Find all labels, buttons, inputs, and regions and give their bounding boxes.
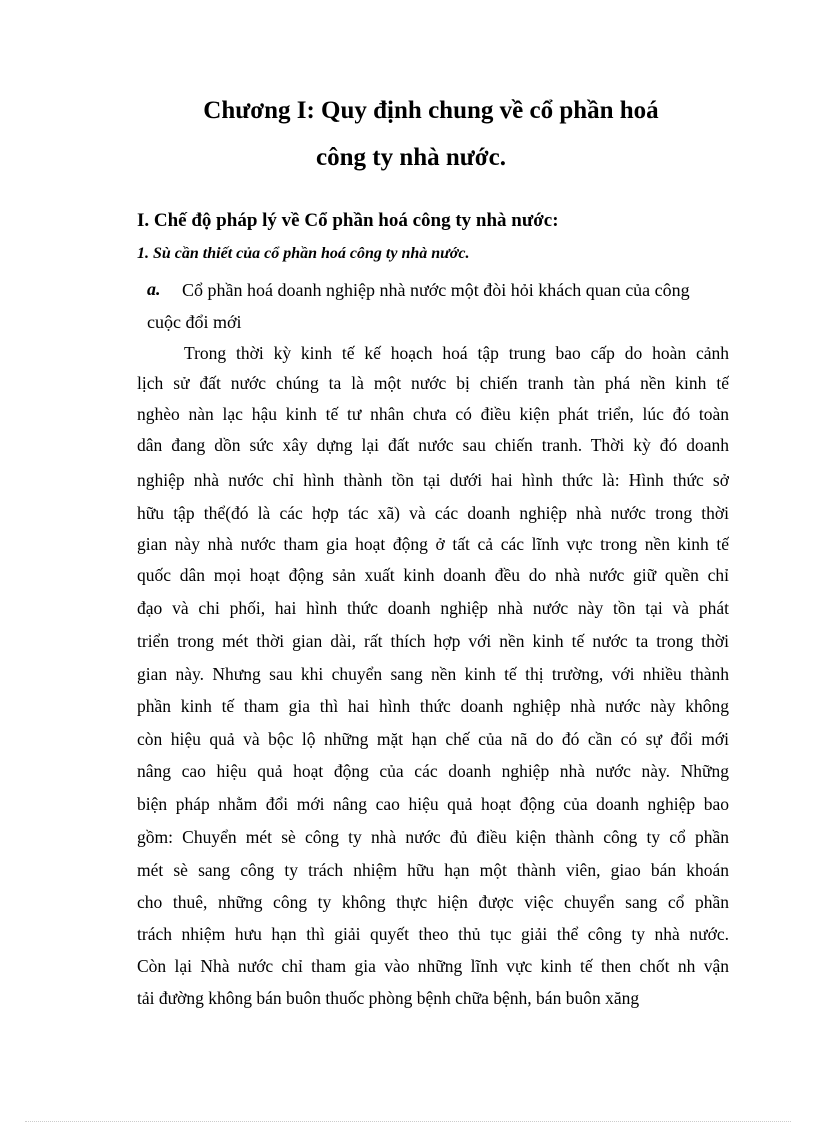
paragraph-line: hữu tập thể(đó là các hợp tác xã) và các doanh nghiệp nhà nước trong thời — [137, 505, 729, 523]
sub-heading: 1. Sù cần thiết của cổ phần hoá công ty nhà nước. — [137, 245, 470, 262]
paragraph-line: nghèo nàn lạc hậu kinh tế tư nhân chưa có điều kiện phát triển, lúc đó toàn — [137, 406, 729, 424]
paragraph-line: gian này nhà nước tham gia hoạt động ở tất cả các lĩnh vực trong nền kinh tế — [137, 536, 729, 554]
list-item-marker: a. — [147, 279, 161, 299]
paragraph-line: Trong thời kỳ kinh tế kế hoạch hoá tập trung bao cấp do hoàn cảnh — [184, 345, 729, 363]
paragraph-line: gian này. Nhưng sau khi chuyển sang nền kinh tế thị trường, với nhiều thành — [137, 666, 729, 684]
paragraph-line: phần kinh tế tham gia thì hai hình thức doanh nghiệp nhà nước này không — [137, 698, 729, 716]
paragraph-line: tải đường không bán buôn thuốc phòng bệnh chữa bệnh, bán buôn xăng — [137, 990, 640, 1008]
list-item-text-line-1: Cổ phần hoá doanh nghiệp nhà nước một đòi hỏi khách quan của công — [182, 280, 690, 300]
paragraph-line: còn hiệu quả và bộc lộ những mặt hạn chế của nã do đó cần có sự đổi mới — [137, 731, 729, 749]
chapter-title-line-1: Chương I: Quy định chung về cổ phần hoá — [203, 97, 659, 124]
paragraph-line: trách nhiệm hưu hạn thì giải quyết theo thủ tục giải thể công ty nhà nước. — [137, 926, 729, 944]
paragraph-line: triển trong mét thời gian dài, rất thích hợp với nền kinh tế nước ta trong thời — [137, 633, 729, 651]
paragraph-line: nghiệp nhà nước chỉ hình thành tồn tại dưới hai hình thức là: Hình thức sở — [137, 472, 729, 490]
list-item-text-line-2: cuộc đổi mới — [147, 312, 242, 332]
paragraph-line: quốc dân mọi hoạt động sản xuất kinh doanh đều do nhà nước giữ quền chỉ — [137, 567, 729, 585]
chapter-title-line-2: công ty nhà nước. — [316, 144, 506, 171]
paragraph-line: Còn lại Nhà nước chỉ tham gia vào những lĩnh vực kinh tế then chốt nh vận — [137, 958, 729, 976]
paragraph-line: dân đang dồn sức xây dựng lại đất nước sau chiến tranh. Thời kỳ đó doanh — [137, 437, 729, 455]
page-bottom-divider — [25, 1121, 791, 1122]
paragraph-line: biện pháp nhằm đổi mới nâng cao hiệu quả hoạt động của doanh nghiệp bao — [137, 796, 729, 814]
paragraph-line: đạo và chi phối, hai hình thức doanh nghiệp nhà nước này tồn tại và phát — [137, 600, 729, 618]
paragraph-line: mét sè sang công ty trách nhiệm hữu hạn một thành viên, giao bán khoán — [137, 862, 729, 880]
section-heading: I. Chế độ pháp lý về Cổ phần hoá công ty nhà nước: — [137, 210, 559, 231]
paragraph-line: cho thuê, những công ty không thực hiện được việc chuyển sang cổ phần — [137, 894, 729, 912]
paragraph-line: nâng cao hiệu quả hoạt động của các doanh nghiệp nhà nước này. Những — [137, 763, 729, 781]
paragraph-line: gồm: Chuyển mét sè công ty nhà nước đủ điều kiện thành công ty cổ phần — [137, 829, 729, 847]
paragraph-line: lịch sử đất nước chúng ta là một nước bị chiến tranh tàn phá nền kinh tế — [137, 375, 729, 393]
